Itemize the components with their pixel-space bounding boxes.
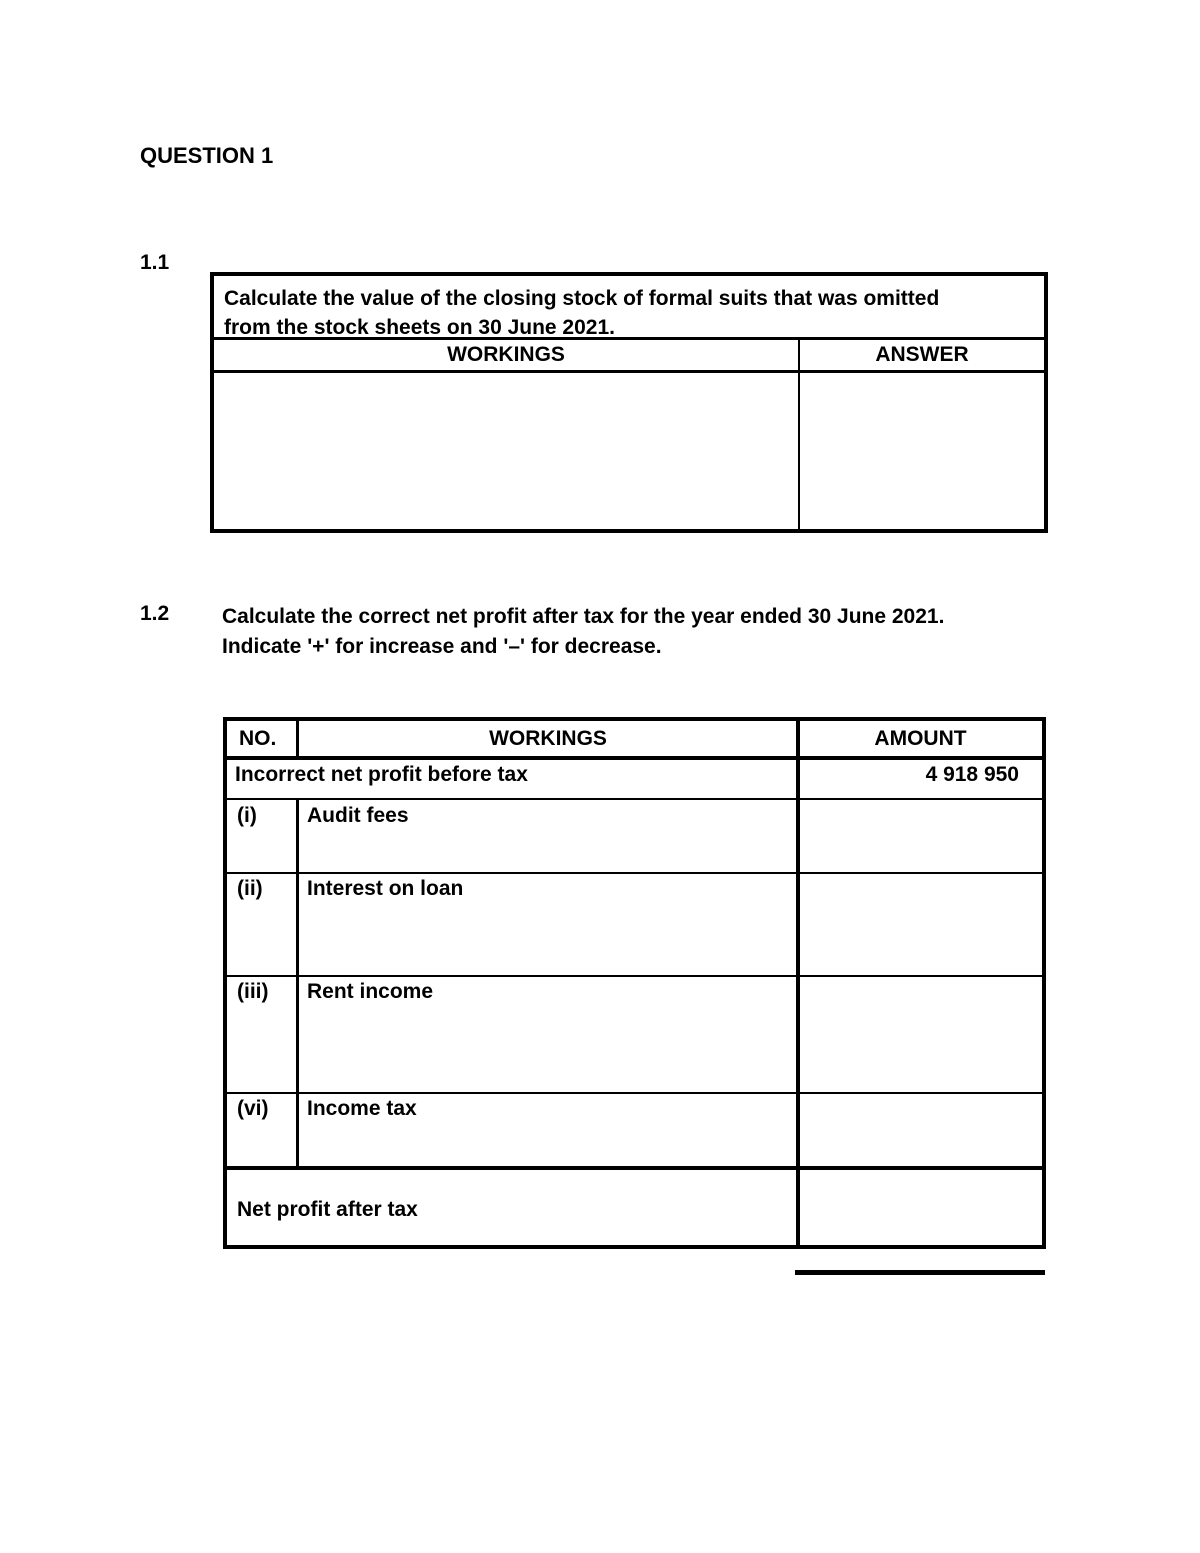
- amount-cell-i[interactable]: [800, 800, 1042, 872]
- workings-header: WORKINGS: [489, 727, 607, 750]
- row-no: (i): [237, 804, 257, 827]
- no-header: NO.: [239, 727, 277, 750]
- prompt-line-1: Calculate the value of the closing stock of formal suits that was omitted: [224, 287, 940, 310]
- row-item: Income tax: [307, 1097, 417, 1120]
- header-divider: [227, 756, 1042, 760]
- row-item: Audit fees: [307, 804, 409, 827]
- instruction-line-2: Indicate '+' for increase and '–' for decrease.: [222, 635, 662, 658]
- opening-row-label: Incorrect net profit before tax: [235, 763, 528, 786]
- question-title: QUESTION 1: [140, 143, 274, 168]
- section-instructions: [222, 602, 944, 662]
- table-prompt: [214, 276, 1044, 340]
- table-header-row: [214, 340, 1044, 373]
- total-row-label: Net profit after tax: [237, 1198, 418, 1221]
- amount-cell-iii[interactable]: [800, 977, 1042, 1092]
- no-column-divider-header: [296, 721, 299, 758]
- answer-table-1-1: [210, 272, 1048, 533]
- answer-header: ANSWER: [875, 343, 969, 366]
- no-column-divider: [296, 800, 299, 1168]
- prompt-line-2: from the stock sheets on 30 June 2021.: [224, 316, 615, 339]
- instruction-line-1: Calculate the correct net profit after tax for the year ended 30 June 2021.: [222, 605, 945, 628]
- section-number-1-1: 1.1: [140, 251, 170, 274]
- total-underline: [795, 1270, 1045, 1275]
- row-no: (iii): [237, 980, 269, 1003]
- section-number-1-2: 1.2: [140, 602, 170, 625]
- row-item: Interest on loan: [307, 877, 464, 900]
- amount-cell-vi[interactable]: [800, 1094, 1042, 1166]
- amount-cell-ii[interactable]: [800, 874, 1042, 975]
- amount-header: AMOUNT: [874, 727, 967, 750]
- answer-table-1-2: [223, 717, 1046, 1249]
- amount-cell-total[interactable]: [800, 1170, 1042, 1245]
- row-no: (vi): [237, 1097, 269, 1120]
- opening-row-amount: 4 918 950: [925, 763, 1019, 786]
- workings-header: WORKINGS: [447, 343, 565, 366]
- row-no: (ii): [237, 877, 263, 900]
- row-item: Rent income: [307, 980, 434, 1003]
- answer-area[interactable]: [214, 373, 1044, 529]
